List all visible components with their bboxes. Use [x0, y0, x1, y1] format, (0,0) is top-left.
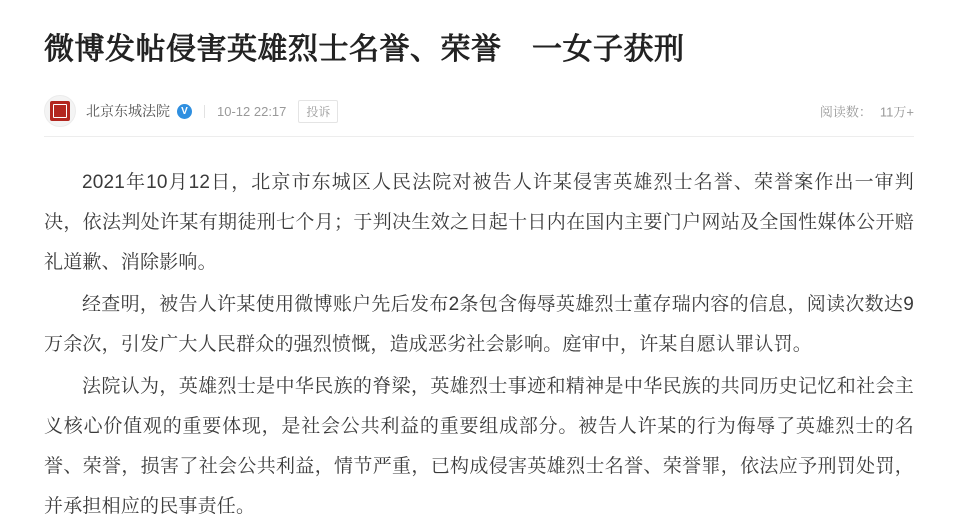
article-paragraph: 法院认为，英雄烈士是中华民族的脊梁，英雄烈士事迹和精神是中华民族的共同历史记忆和社会主义核心价值观的重要体现，是社会公共利益的重要组成部分。被告人许某的行为侮辱了英雄烈士的名誉、荣誉，损害了社会公共利益，情节严重，已构成侵害英雄烈士名誉、荣誉罪，依法应予刑罚处罚，并承担相应的民事责任。 [44, 376, 914, 517]
avatar[interactable] [44, 95, 76, 127]
meta-divider [204, 105, 205, 118]
header-divider [44, 136, 914, 137]
read-count-value: 11万+ [879, 104, 914, 120]
report-button[interactable]: 投诉 [298, 100, 338, 123]
court-seal-icon [50, 101, 70, 121]
verified-badge-icon: V [177, 104, 192, 119]
read-count [820, 102, 914, 121]
article-paragraph: 经查明，被告人许某使用微博账户先后发布2条包含侮辱英雄烈士董存瑞内容的信息，阅读次数达9万余次，引发广大人民群众的强烈愤慨，造成恶劣社会影响。庭审中，许某自愿认罪认罚。 [44, 294, 914, 355]
page-title: 微博发帖侵害英雄烈士名誉、荣誉 一女子获刑 [44, 33, 685, 66]
timestamp: 10-12 22:17 [217, 103, 287, 119]
article-paragraph: 2021年10月12日，北京市东城区人民法院对被告人许某侵害英雄烈士名誉、荣誉案作出一审判决，依法判处许某有期徒刑七个月；于判决生效之日起十日内在国内主要门户网站及全国性媒体公开赔礼道歉、消除影响。 [44, 172, 914, 273]
article-body [44, 163, 914, 527]
article-meta-row [44, 88, 914, 134]
read-count-label: 阅读数： [819, 104, 872, 120]
account-name[interactable]: 北京东城法院 [86, 103, 170, 119]
